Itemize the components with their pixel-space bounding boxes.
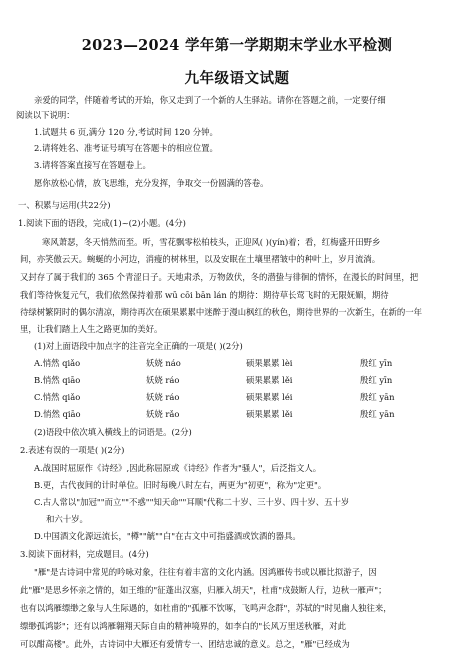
option-a-label: A.悄然 qiǎo xyxy=(34,358,81,368)
option-b-2: 妖娆 ráo xyxy=(146,375,180,385)
option-b-label: B.悄然 qiāo xyxy=(34,375,81,385)
intro-line: 愿你放松心情，放飞思维，充分发挥，争取交一份圆满的答卷。 xyxy=(34,178,269,188)
intro-line: 1.试题共 6 页,满分 120 分,考试时间 120 分钟。 xyxy=(34,127,218,137)
option-c-label: C.悄然 qiǎo xyxy=(34,392,81,402)
passage-line: 又封存了属于我们的 365 个青涩日子。天地肃杀，万物敛伏，冬的潜蛰与徘徊的情怀，在漫长的时间里，把 xyxy=(20,272,419,282)
option-c-2: 妖娆 ráo xyxy=(146,392,180,402)
option-c-3: 硕果累累 léi xyxy=(246,392,293,402)
option-d-4: 殷红 yān xyxy=(360,409,395,419)
q3-passage-line: 此"雁"是思乡怀亲之情的，如王维的"征蓬出汉塞，归雁入胡天"，杜甫"戍鼓断人行，边秋一雁声"； xyxy=(20,585,387,595)
option-b-4: 殷红 yīn xyxy=(360,375,393,385)
q3-passage-line: 可以酣高楼"。此外，古诗词中大雁还有爱情专一、团结忠诚的意义。总之，"雁"已经成为 xyxy=(20,639,350,649)
exam-title: 2023—2024 学年第一学期期末学业水平检测 xyxy=(81,37,393,54)
intro-line: 亲爱的同学，伴随着考试的开始，你又走到了一个新的人生驿站。请你在答题之前，一定要仔细 xyxy=(34,95,386,105)
q2-option-cont: 和六十岁。 xyxy=(46,514,88,524)
option-a-3: 硕果累累 lèi xyxy=(246,358,293,368)
question-1-header: 1.阅读下面的语段，完成(1)~(2)小题。(4分) xyxy=(18,218,186,228)
question-2-header: 2.表述有误的一项是( )(2分) xyxy=(20,445,125,455)
option-c-4: 殷红 yān xyxy=(360,392,395,402)
exam-subtitle: 九年级语文试题 xyxy=(184,70,290,87)
option-a-2: 妖娆 náo xyxy=(146,358,181,368)
passage-line: 我们等待恢复元气，我们依然保持着那 wū cōi bān lán 的期待：期待草长莺飞时的无限妩媚，期待 xyxy=(20,290,389,300)
q3-passage-line: "雁"是古诗词中常见的吟咏对象，往往有着丰富的文化内涵。因鸿雁传书或以雁比拟游子，因 xyxy=(34,567,377,577)
q3-passage-line: 缥缈孤鸿影"；还有以鸿雁翱翔天际自由的精神境界的，如李白的"长风万里送秋雁，对此 xyxy=(20,621,346,631)
intro-line: 3.请将答案直接写在答题卷上。 xyxy=(34,160,151,170)
option-b-3: 硕果累累 lěi xyxy=(246,375,293,385)
passage-line: 里，让我们踏上人生之路更加的美好。 xyxy=(20,324,163,334)
q2-option: C.古人常以"加冠""而立""不惑""知天命""耳顺"代称二十岁、三十岁、四十岁、五十岁 xyxy=(34,497,350,507)
option-d-label: D.悄然 qiāo xyxy=(34,409,81,419)
q2-option: D.中国酒文化源远流长，"樽""觥""白"在古文中可指盛酒或饮酒的器具。 xyxy=(34,531,301,541)
q2-option: B.更，古代夜间的计时单位。旧时每晚八时左右，两更为"初更"，称为"定更"。 xyxy=(34,480,327,490)
passage-line: 寒风萧瑟，冬天悄然而至。听，雪花飘零松柏枝头，正迎风( )(yín)着；看，红梅盛开田野乡 xyxy=(42,237,381,247)
question-3-header: 3.阅读下面材料，完成题目。(4分) xyxy=(20,549,149,559)
section-heading: 一、积累与运用(共22分) xyxy=(18,200,111,210)
passage-line: 间，亦笑傲云天。蜿蜒的小河边，消瘦的树林里，以及安眠在土壤里褶皱中的种叶上，岁月流淌。 xyxy=(20,254,381,264)
sub-question-2: (2)语段中依次填入横线上的词语是。(2分) xyxy=(34,427,192,437)
option-d-3: 硕果累累 lěi xyxy=(246,409,293,419)
intro-line: 阅读以下说明： xyxy=(16,110,75,120)
option-d-2: 妖娆 rǎo xyxy=(146,409,180,419)
option-a-4: 殷红 yīn xyxy=(360,358,393,368)
sub-question-1: (1)对上面语段中加点字的注音完全正确的一项是( )(2分) xyxy=(34,341,243,351)
q2-option: A.战国时屈原作《诗经》,因此称屈原或《诗经》作者为"骚人"，后泛指文人。 xyxy=(34,463,322,473)
intro-line: 2.请将姓名、准考证号填写在答题卡的相应位置。 xyxy=(34,143,218,153)
q3-passage-line: 也有以鸿雁缥缈之象与人生际遇的，如杜甫的"孤雁不饮啄，飞鸣声念群"，苏轼的"时见幽人独往来， xyxy=(20,603,392,613)
passage-line: 待绿树繁阴时的偶尔清凉，期待再次在硕果累累中迷醉于漫山枫红的秋色，期待世界的一次新生，在新的一年 xyxy=(20,307,422,317)
